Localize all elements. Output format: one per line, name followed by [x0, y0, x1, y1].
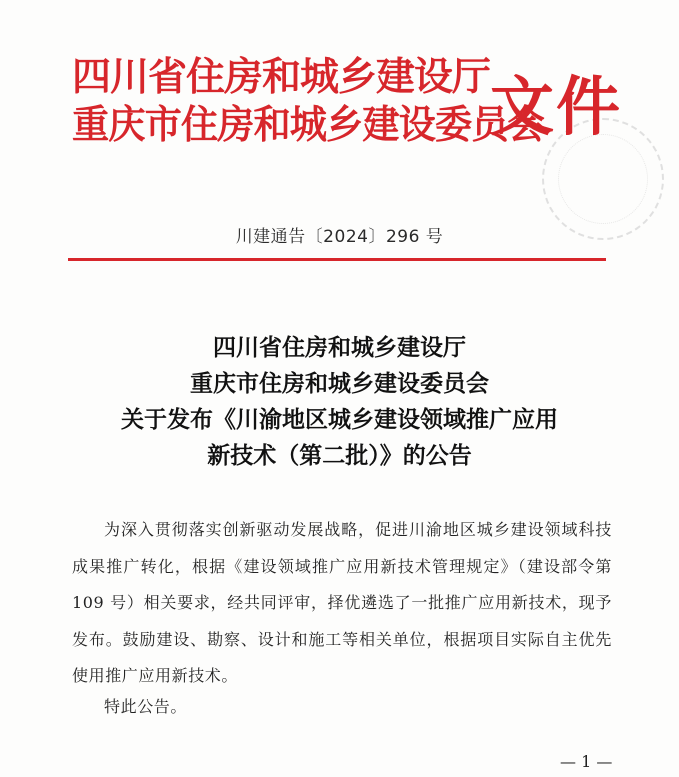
page-number: — 1 —: [560, 752, 613, 771]
issuer-sichuan: 四川省住房和城乡建设厅: [72, 55, 491, 100]
title-line-4: 新技术（第二批）》的公告: [207, 442, 472, 469]
issuer-chongqing: 重庆市住房和城乡建设委员会: [72, 103, 544, 148]
red-divider-line: [68, 258, 606, 261]
red-masthead: [72, 55, 632, 178]
title-line-2: 重庆市住房和城乡建设委员会: [190, 370, 489, 397]
closing-line: 特此公告。: [104, 697, 188, 716]
announcement-title: [0, 330, 679, 474]
title-line-3: 关于发布《川渝地区城乡建设领域推广应用: [121, 406, 558, 433]
announcement-body: [72, 512, 612, 695]
document-number: 川建通告〔2024〕296 号: [235, 227, 444, 247]
document-type-label: 文件: [490, 70, 622, 145]
title-line-1: 四川省住房和城乡建设厅: [213, 334, 466, 361]
body-paragraph: 为深入贯彻落实创新驱动发展战略，促进川渝地区城乡建设领域科技成果推广转化，根据《建设领域推广应用新技术管理规定》（建设部令第 109 号）相关要求，经共同评审，择优遴选了一批推广应用新技术，现予发布。鼓励建设、勘察、设计和施工等相关单位，根据项目实际自主优先使用推广应用新技术。: [72, 520, 612, 685]
